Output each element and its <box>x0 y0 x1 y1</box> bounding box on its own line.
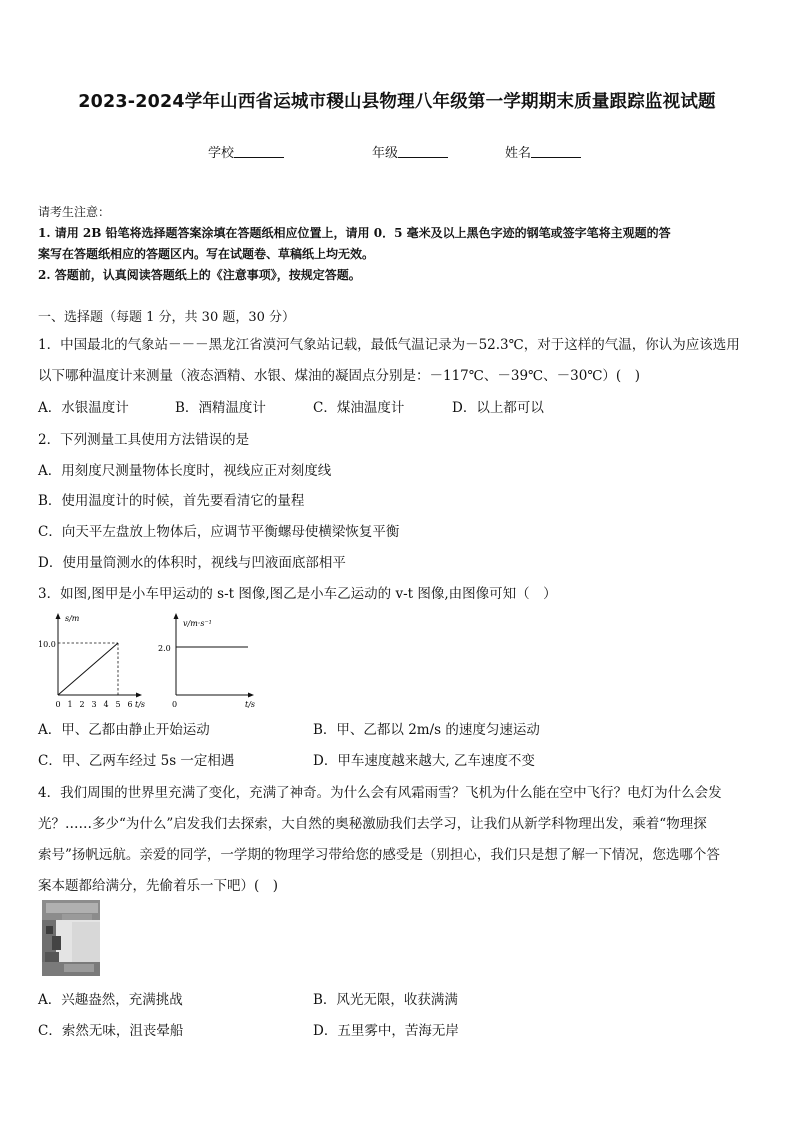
s-t-xtick-5: 5 <box>115 700 121 709</box>
s-t-xtick-3: 3 <box>91 700 97 709</box>
q2-option-d[interactable]: D．使用量筒测水的体积时，视线与凹液面底部相平 <box>38 555 346 571</box>
q1-option-a[interactable]: A．水银温度计 <box>38 400 129 416</box>
s-t-xtick-6: 6 <box>127 700 133 709</box>
s-t-xlabel: t/s <box>135 700 146 709</box>
section-heading: 一、选择题（每题 1 分，共 30 题，30 分） <box>38 310 296 325</box>
s-t-ytick-10: 10.0 <box>38 640 56 649</box>
s-t-xtick-0: 0 <box>55 700 61 709</box>
v-t-xlabel: t/s <box>245 700 256 709</box>
grade-blank[interactable] <box>398 145 448 158</box>
v-t-ytick-2: 2.0 <box>158 644 171 653</box>
q3-option-b[interactable]: B．甲、乙都以 2m/s 的速度匀速运动 <box>313 722 540 738</box>
q2-option-b[interactable]: B．使用温度计的时候，首先要看清它的量程 <box>38 493 305 509</box>
q3-option-d[interactable]: D．甲车速度越来越大, 乙车速度不变 <box>313 753 535 769</box>
notice-heading: 请考生注意： <box>38 205 111 219</box>
q2-option-a[interactable]: A．用刻度尺测量物体长度时，视线应正对刻度线 <box>38 463 332 479</box>
v-t-y-arrow <box>174 613 179 619</box>
grade-label: 年级 <box>372 146 399 161</box>
q4-stem-line-1: 4．我们周围的世界里充满了变化，充满了神奇。为什么会有风霜雨雪？飞机为什么能在空中飞行？电灯为什么会发 <box>38 785 722 801</box>
school-label: 学校 <box>208 146 235 161</box>
q4-stem-line-3: 索号”扬帆远航。亲爱的同学，一学期的物理学习带给您的感受是（别担心，我们只是想了解一下情况，您选哪个答 <box>38 847 720 863</box>
q2-stem: 2．下列测量工具使用方法错误的是 <box>38 432 250 448</box>
name-field <box>505 142 581 161</box>
q1-option-d[interactable]: D．以上都可以 <box>452 400 544 416</box>
s-t-series-line <box>58 643 118 695</box>
v-t-graph <box>156 610 260 710</box>
s-t-ylabel: s/m <box>65 614 80 623</box>
q3-stem: 3．如图,图甲是小车甲运动的 s-t 图像,图乙是小车乙运动的 v-t 图像,由图像可知（ ） <box>38 586 557 602</box>
q1-stem-line-2: 以下哪种温度计来测量（液态酒精、水银、煤油的凝固点分别是：－117℃、－39℃、－30℃）( ) <box>38 368 640 384</box>
grade-field <box>372 142 448 161</box>
notice-item-2: 2. 答题前，认真阅读答题纸上的《注意事项》，按规定答题。 <box>38 268 361 282</box>
name-blank[interactable] <box>531 145 581 158</box>
school-blank[interactable] <box>234 145 284 158</box>
v-t-x-arrow <box>248 693 254 698</box>
s-t-xtick-4: 4 <box>103 700 109 709</box>
q1-option-b[interactable]: B．酒精温度计 <box>175 400 266 416</box>
q4-option-b[interactable]: B．风光无限，收获满满 <box>313 992 458 1008</box>
v-t-xtick-0: 0 <box>172 700 178 709</box>
s-t-x-arrow <box>136 693 142 698</box>
q4-photo <box>42 900 100 976</box>
q4-option-c[interactable]: C．索然无味，沮丧晕船 <box>38 1023 184 1039</box>
notice-item-1-line-2: 案写在答题纸相应的答题区内。写在试题卷、草稿纸上均无效。 <box>38 247 375 261</box>
q2-option-c[interactable]: C．向天平左盘放上物体后，应调节平衡螺母使横梁恢复平衡 <box>38 524 400 540</box>
q4-option-d[interactable]: D．五里雾中，苦海无岸 <box>313 1023 459 1039</box>
name-label: 姓名 <box>505 146 532 161</box>
page-title: 2023-2024学年山西省运城市稷山县物理八年级第一学期期末质量跟踪监视试题 <box>78 92 716 112</box>
q4-stem-line-4: 案本题都给满分，先偷着乐一下吧）( ) <box>38 878 279 894</box>
q3-option-a[interactable]: A．甲、乙都由静止开始运动 <box>38 722 210 738</box>
q4-option-a[interactable]: A．兴趣盎然，充满挑战 <box>38 992 183 1008</box>
school-field <box>208 142 284 161</box>
q1-option-c[interactable]: C．煤油温度计 <box>313 400 405 416</box>
s-t-y-arrow <box>56 613 61 619</box>
s-t-xtick-1: 1 <box>67 700 73 709</box>
s-t-xtick-2: 2 <box>79 700 85 709</box>
v-t-ylabel: v/m·s⁻¹ <box>183 619 212 628</box>
q1-stem-line-1: 1．中国最北的气象站－－－黑龙江省漠河气象站记载，最低气温记录为－52.3℃，对于这样的气温，你认为应该选用 <box>38 337 740 353</box>
q3-option-c[interactable]: C．甲、乙两车经过 5s 一定相遇 <box>38 753 235 769</box>
notice-item-1-line-1: 1. 请用 2B 铅笔将选择题答案涂填在答题纸相应位置上，请用 0．5 毫米及以上黑色字迹的钢笔或签字笔将主观题的答 <box>38 226 671 240</box>
q4-stem-line-2: 光？……多少“为什么”启发我们去探索，大自然的奥秘激励我们去学习，让我们从新学科物理出发，乘着“物理探 <box>38 816 707 832</box>
s-t-graph <box>36 610 148 710</box>
